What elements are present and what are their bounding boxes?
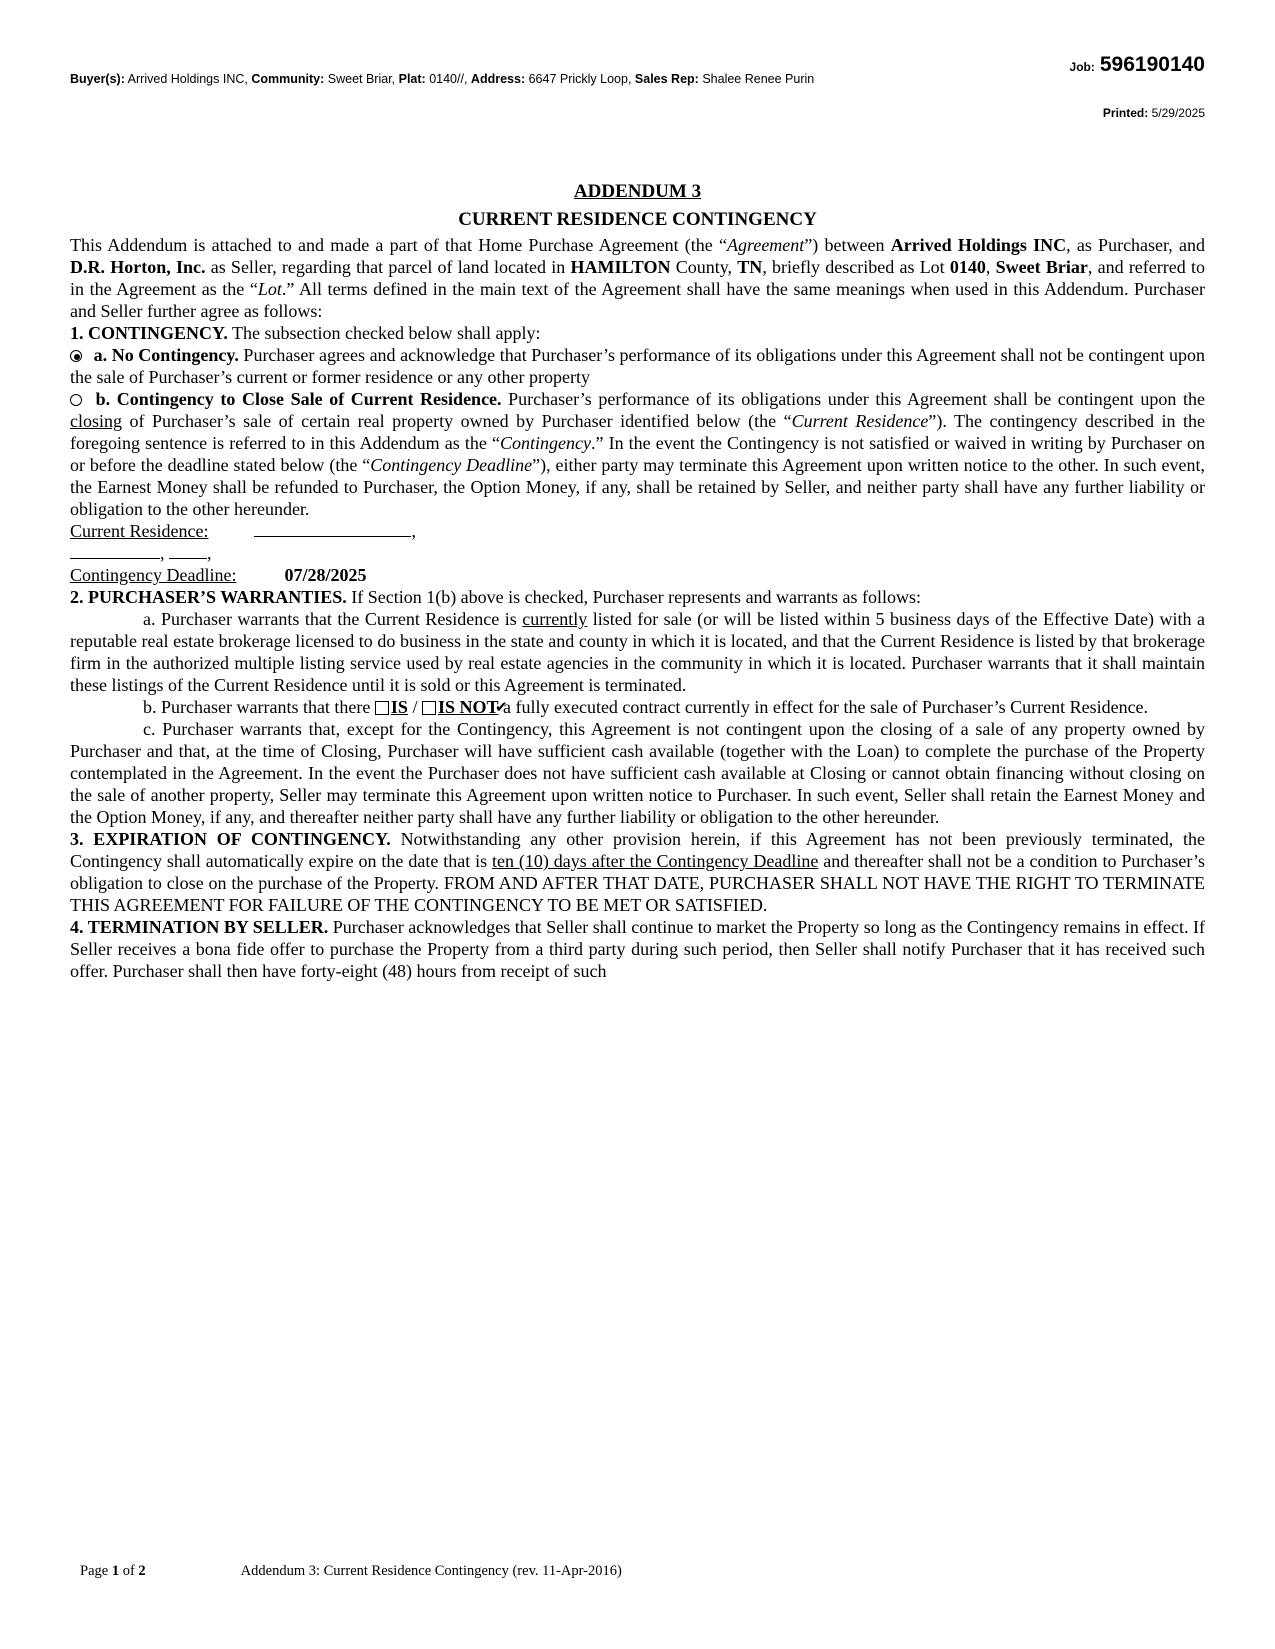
- section-3-expiration: [70, 828, 1205, 916]
- text-run: Lot: [257, 279, 282, 299]
- section-1a-no-contingency: [70, 344, 1205, 388]
- section-2a-paragraph: [70, 608, 1205, 696]
- text-run: a. Purchaser warrants that the Current Residence is: [143, 609, 523, 630]
- text-run: 1. CONTINGENCY.: [70, 323, 228, 343]
- text-run: If Section 1(b) above is checked, Purchaser represents and warrants as follows:: [346, 587, 922, 608]
- text-run: ”), either party may terminate this Agreement upon written notice to the other. In such event, the Earnest Money shall be refunded to Purchaser, the Option Money, if any, shall be retained by Seller, and neither party shall have any further liability or obligation to the other hereunder.: [70, 455, 1205, 519]
- section-1b-contingency-to-close: [70, 388, 1205, 520]
- text-run: of Purchaser’s sale of certain real property owned by Purchaser identified below (the “: [122, 411, 792, 431]
- text-run: , as Purchaser, and: [1066, 235, 1206, 255]
- text-run: b. Purchaser warrants that there: [143, 697, 375, 718]
- address-value: 6647 Prickly Loop,: [528, 72, 632, 86]
- text-run: c. Purchaser warrants that, except for the Contingency, this Agreement is not contingent upon the closing of a sale of any property owned by Purchaser and that, at the time of Closing, Purchaser will have sufficient cash available (together with the Loan) to complete the purchase of the Property contemplated in the Agreement. In the event the Purchaser does not have sufficient cash available at Closing or cannot obtain financing without closing on the sale of another property, Seller may terminate this Agreement upon written notice to Purchaser. In such event, Seller shall retain the Earnest Money and the Option Money, if any, and thereafter neither party shall have any further liability or obligation to the other hereunder.: [70, 719, 1205, 828]
- plat-value: 0140//,: [429, 72, 468, 86]
- text-run: Contingency Deadline: [370, 455, 533, 475]
- text-run: closing: [70, 411, 122, 431]
- current-residence-label: Current Residence:: [70, 521, 209, 542]
- text-run: ,: [411, 521, 416, 542]
- text-run: Sweet Briar: [995, 257, 1088, 277]
- checkbox-is[interactable]: [375, 701, 389, 715]
- text-run: HAMILTON: [570, 257, 671, 277]
- text-run: ,: [207, 543, 212, 564]
- intro-paragraph: [70, 234, 1205, 322]
- sales-rep-value: Shalee Renee Purin: [702, 72, 815, 86]
- current-residence-row-1: [70, 520, 1205, 542]
- text-run: Current Residence: [791, 411, 929, 431]
- buyers-value: Arrived Holdings INC,: [127, 72, 248, 86]
- contingency-deadline-row: [70, 564, 1205, 586]
- current-residence-input-line1[interactable]: [254, 520, 411, 537]
- text-run: Arrived Holdings INC: [890, 235, 1067, 255]
- title-block: [70, 178, 1205, 234]
- printed-label: Printed:: [1102, 106, 1149, 120]
- community-label: Community:: [251, 72, 325, 86]
- text-run: Notwithstanding any other provision herein, if this Agreement has not been previously terminated, the Contingency shall automatically expire on the date that is: [70, 829, 1205, 872]
- text-run: Page: [80, 1563, 112, 1579]
- text-run: currently: [522, 609, 588, 630]
- section-2b-paragraph: [70, 696, 1205, 718]
- plat-label: Plat:: [398, 72, 426, 86]
- address-label: Address:: [470, 72, 526, 86]
- text-run: County,: [670, 257, 738, 277]
- current-residence-input-city[interactable]: [70, 542, 160, 559]
- text-run: b. Contingency to Close Sale of Current Residence.: [95, 389, 502, 409]
- text-run: [89, 389, 96, 409]
- job-info-block: [1070, 54, 1205, 124]
- current-residence-row-2: [70, 542, 1205, 564]
- text-run: and thereafter shall not be a condition to Purchaser’s obligation to close on the purchase of the Property. FROM AND AFTER THAT DATE, PURCHASER SHALL NOT HAVE THE RIGHT TO TERMINATE THIS AGREEMENT FOR FAILURE OF THE CONTINGENCY TO BE MET OR SATISFIED.: [70, 851, 1206, 916]
- text-run: ”) between: [804, 235, 891, 255]
- text-run: IS: [390, 697, 408, 718]
- document-subtitle: CURRENT RESIDENCE CONTINGENCY: [458, 209, 817, 230]
- text-run: The subsection checked below shall apply:: [227, 323, 541, 343]
- text-run: 2: [138, 1563, 146, 1579]
- text-run: ten (10) days after the Contingency Deadline: [492, 851, 819, 872]
- text-run: Purchaser agrees and acknowledge that Purchaser’s performance of its obligations under this Agreement shall not be contingent upon the sale of Purchaser’s current or former residence or any other property: [70, 345, 1206, 387]
- buyer-info-line: [70, 54, 814, 90]
- job-label: Job:: [1069, 60, 1095, 74]
- section-2-heading: [70, 586, 1205, 608]
- text-run: listed for sale (or will be listed within 5 business days of the Effective Date) with a reputable real estate brokerage licensed to do business in the state and county in which it is located, and that the Current Residence is listed by that brokerage firm in the authorized multiple listing service used by real estate agencies in the community in which it is located. Purchaser warrants that it shall maintain these listings of the Current Residence until it is sold or this Agreement is terminated.: [70, 609, 1206, 696]
- checkbox-is-not[interactable]: [422, 701, 436, 715]
- sales-rep-label: Sales Rep:: [634, 72, 699, 86]
- text-run: 4. TERMINATION BY SELLER.: [70, 917, 329, 938]
- text-run: as Seller, regarding that parcel of land located in: [205, 257, 571, 277]
- job-number: 596190140: [1099, 53, 1205, 76]
- text-run: 0140: [949, 257, 986, 277]
- current-residence-input-state[interactable]: [169, 542, 207, 559]
- text-run: TN: [737, 257, 763, 277]
- document-reference: Addendum 3: Current Residence Contingency (rev. 11-Apr-2016): [240, 1563, 622, 1579]
- text-run: , and referred to in the Agreement as the “: [70, 257, 1205, 299]
- text-run: This Addendum is attached to and made a part of that Home Purchase Agreement (the “: [70, 235, 727, 255]
- text-run: ,: [160, 543, 169, 564]
- radio-contingency-to-close-sale[interactable]: [70, 394, 82, 406]
- page-footer: [80, 1563, 622, 1580]
- section-1-heading: [70, 322, 1205, 344]
- page-number: [80, 1563, 146, 1580]
- section-4-termination: [70, 916, 1205, 982]
- text-run: 3. EXPIRATION OF CONTINGENCY.: [70, 829, 391, 850]
- community-value: Sweet Briar,: [327, 72, 396, 86]
- text-run: Agreement: [727, 235, 805, 255]
- text-run: .” All terms defined in the main text of the Agreement shall have the same meanings when used in this Addendum. Purchaser and Seller further agree as follows:: [70, 279, 1206, 321]
- page-header: [70, 54, 1205, 124]
- job-number-line: [1070, 54, 1205, 78]
- text-run: of: [119, 1563, 139, 1579]
- printed-date: 5/29/2025: [1151, 106, 1205, 120]
- text-run: Contingency: [499, 433, 591, 453]
- document-title: ADDENDUM 3: [573, 181, 702, 202]
- section-2c-paragraph: [70, 718, 1205, 828]
- contingency-deadline-value: 07/28/2025: [284, 565, 367, 586]
- text-run: a fully executed contract currently in effect for the sale of Purchaser’s Current Residence.: [498, 697, 1149, 718]
- text-run: , briefly described as Lot: [762, 257, 950, 277]
- text-run: IS NOT: [437, 697, 499, 718]
- text-run: /: [407, 697, 422, 718]
- text-run: D.R. Horton, Inc.: [70, 257, 206, 277]
- text-run: 1: [111, 1563, 120, 1579]
- text-run: 2. PURCHASER’S WARRANTIES.: [70, 587, 347, 608]
- text-run: .” In the event the Contingency is not satisfied or waived in writing by Purchaser on or before the deadline stated below (the “: [70, 433, 1205, 475]
- text-run: Purchaser’s performance of its obligations under this Agreement shall be contingent upon the: [501, 389, 1205, 409]
- text-run: a. No Contingency.: [93, 345, 239, 365]
- text-run: Purchaser acknowledges that Seller shall continue to market the Property so long as the Contingency remains in effect. If Seller receives a bona fide offer to purchase the Property from a third party during such period, then Seller shall notify Purchaser that it has received such offer. Purchaser shall then have forty-eight (48) hours from receipt of such: [70, 917, 1205, 982]
- printed-date-line: [1070, 102, 1205, 124]
- text-run: ,: [985, 257, 996, 277]
- contingency-deadline-label: Contingency Deadline:: [70, 565, 237, 586]
- buyers-label: Buyer(s):: [70, 72, 125, 86]
- radio-no-contingency[interactable]: [70, 350, 82, 362]
- text-run: ”). The contingency described in the foregoing sentence is referred to in this Addendum as the “: [70, 411, 1206, 453]
